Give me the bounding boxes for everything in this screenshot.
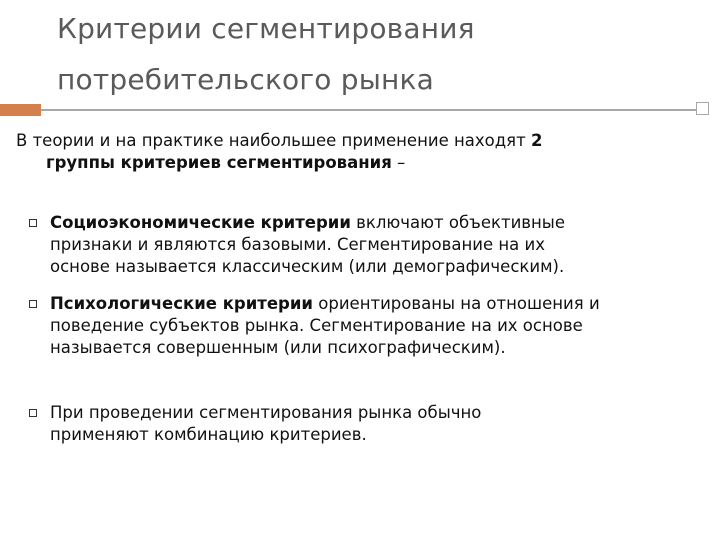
divider-end-box: [696, 102, 709, 115]
list-item: [50, 212, 705, 278]
accent-bar: [0, 104, 41, 116]
list-item: [50, 402, 705, 446]
title-line-1: Критерии сегментирования: [57, 12, 475, 45]
bullet-term: Психологические критерии: [50, 294, 313, 313]
bullet-text: основе называется классическим (или демографическим).: [50, 257, 565, 276]
intro-line-1: [16, 130, 706, 152]
bullet-text: При проведении сегментирования рынка обычно: [50, 403, 482, 422]
bullet-term: Социоэкономические критерии: [50, 213, 351, 232]
intro-emphasis: группы критериев сегментирования: [46, 153, 392, 172]
bullet-text: ориентированы на отношения и: [313, 294, 600, 313]
intro-paragraph: [16, 130, 706, 174]
bullet-text: признаки и являются базовыми. Сегментирование на их: [50, 235, 545, 254]
intro-count: 2: [530, 131, 543, 150]
bullet-text: включают объективные: [350, 213, 565, 232]
list-item: [50, 293, 705, 359]
intro-dash: –: [391, 153, 406, 172]
bullet-text: применяют комбинацию критериев.: [50, 425, 367, 444]
intro-line-2: [16, 152, 706, 174]
bullet-text: называется совершенным (или психографическим).: [50, 338, 506, 357]
slide-title: [0, 0, 720, 100]
title-divider: [41, 109, 696, 111]
bullet-text: поведение субъектов рынка. Сегментирование на их основе: [50, 316, 583, 335]
square-bullet-icon: [29, 219, 37, 227]
square-bullet-icon: [29, 409, 37, 417]
intro-text: В теории и на практике наибольшее применение находят: [16, 131, 531, 150]
title-line-2: потребительского рынка: [57, 63, 434, 96]
square-bullet-icon: [29, 300, 37, 308]
